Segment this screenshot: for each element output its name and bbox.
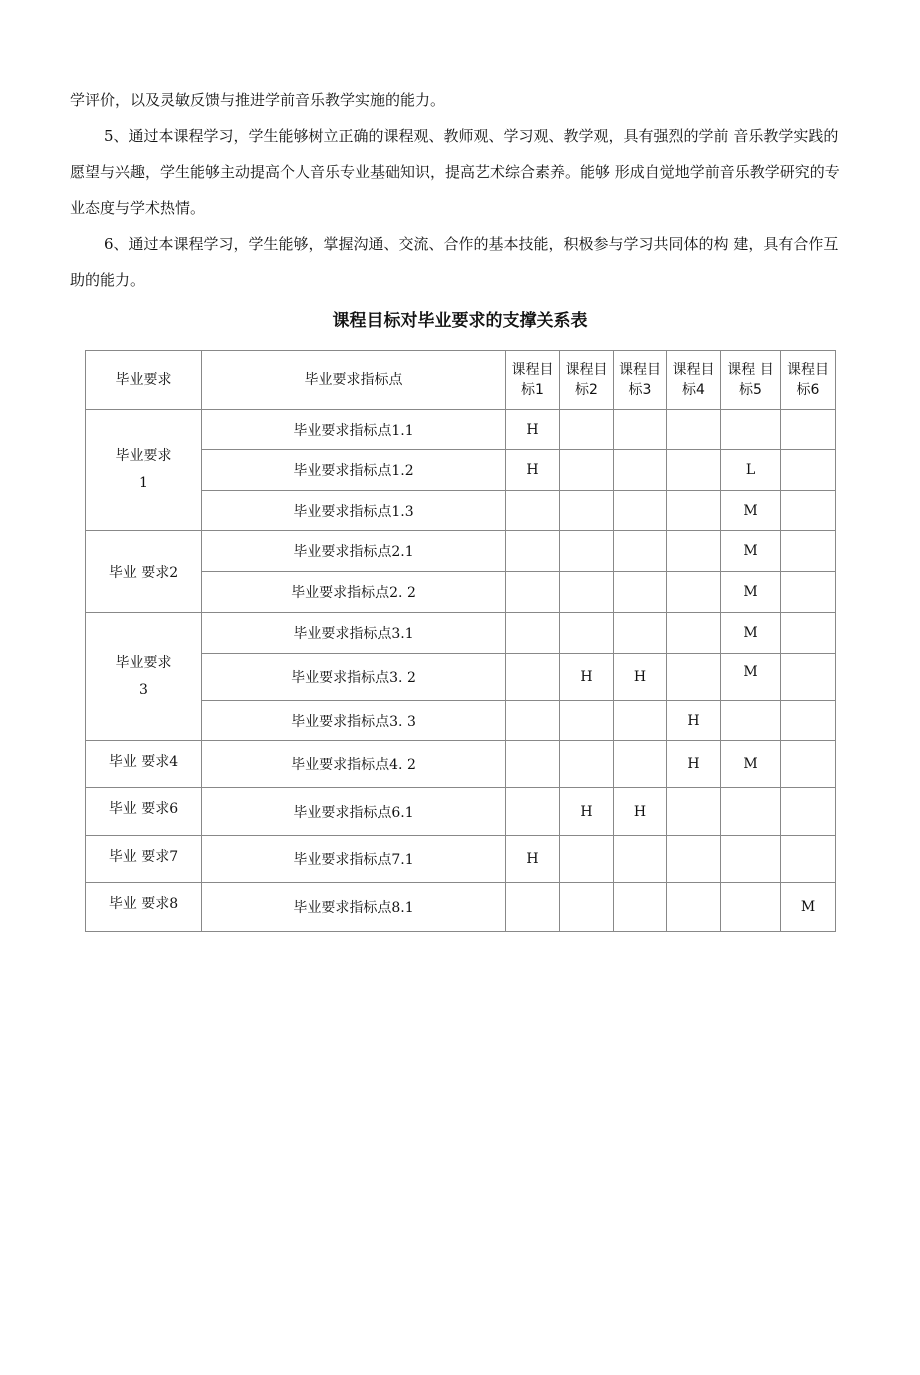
- indicator-cell: 毕业要求指标点4. 2: [202, 741, 506, 788]
- mark-cell: [781, 836, 836, 883]
- mark-cell: [667, 613, 721, 654]
- mark-cell: [667, 836, 721, 883]
- table-row: [86, 883, 836, 932]
- indicator-cell: 毕业要求指标点3. 3: [202, 701, 506, 741]
- mark-cell: [667, 654, 721, 701]
- indicator-cell: 毕业要求指标点6.1: [202, 788, 506, 836]
- mark-cell: [781, 613, 836, 654]
- mark-cell: [721, 701, 781, 741]
- paragraph-goal-6: 6、通过本课程学习，学生能够，掌握沟通、交流、合作的基本技能，积极参与学习共同体的构 建，具有合作互助的能力。: [70, 235, 839, 289]
- mark-cell: [781, 450, 836, 491]
- mark-cell: [781, 491, 836, 531]
- paragraph-continuation: 学评价，以及灵敏反馈与推进学前音乐教学实施的能力。: [70, 91, 446, 109]
- mark-cell: [506, 654, 560, 701]
- mark-cell: [560, 531, 614, 572]
- indicator-cell: 毕业要求指标点2. 2: [202, 572, 506, 613]
- mark-cell: [614, 531, 667, 572]
- indicator-cell: 毕业要求指标点1.2: [202, 450, 506, 491]
- mark-cell: M: [721, 654, 781, 701]
- mark-cell: [506, 788, 560, 836]
- indicator-cell: 毕业要求指标点2.1: [202, 531, 506, 572]
- mark-cell: M: [721, 613, 781, 654]
- mark-cell: M: [781, 883, 836, 932]
- mark-cell: [667, 531, 721, 572]
- mark-cell: [506, 613, 560, 654]
- requirement-group-7: 毕业 要求7: [86, 836, 202, 883]
- table-row: [86, 788, 836, 836]
- requirement-group-6: 毕业 要求6: [86, 788, 202, 836]
- mark-cell: [560, 410, 614, 450]
- mark-cell: M: [721, 491, 781, 531]
- mark-cell: [667, 883, 721, 932]
- mark-cell: [506, 572, 560, 613]
- mark-cell: [560, 741, 614, 788]
- mark-cell: [614, 883, 667, 932]
- mark-cell: [667, 410, 721, 450]
- header-goal-3: 课程目标3: [614, 351, 667, 410]
- requirement-group-8: 毕业 要求8: [86, 883, 202, 932]
- header-requirement: 毕业要求: [86, 351, 202, 410]
- mark-cell: [781, 741, 836, 788]
- mark-cell: H: [560, 654, 614, 701]
- mark-cell: [781, 410, 836, 450]
- mark-cell: M: [721, 741, 781, 788]
- mark-cell: M: [721, 572, 781, 613]
- mark-cell: [781, 788, 836, 836]
- mark-cell: [506, 491, 560, 531]
- header-indicator: 毕业要求指标点: [202, 351, 506, 410]
- indicator-cell: 毕业要求指标点3.1: [202, 613, 506, 654]
- mark-cell: H: [614, 654, 667, 701]
- support-relation-table: [85, 350, 836, 932]
- mark-cell: [721, 410, 781, 450]
- requirement-group-2: 毕业 要求2: [86, 531, 202, 613]
- mark-cell: H: [614, 788, 667, 836]
- mark-cell: H: [506, 410, 560, 450]
- mark-cell: [721, 836, 781, 883]
- header-goal-6: 课程目标6: [781, 351, 836, 410]
- mark-cell: [506, 883, 560, 932]
- mark-cell: [667, 788, 721, 836]
- table-row: [86, 836, 836, 883]
- header-goal-4: 课程目标4: [667, 351, 721, 410]
- header-goal-2: 课程目标2: [560, 351, 614, 410]
- requirement-group-1: 毕业要求1: [86, 410, 202, 531]
- mark-cell: [560, 701, 614, 741]
- mark-cell: [781, 531, 836, 572]
- mark-cell: H: [506, 836, 560, 883]
- paragraph-goal-5: 5、通过本课程学习，学生能够树立正确的课程观、教师观、学习观、教学观，具有强烈的学前 音乐教学实践的愿望与兴趣，学生能够主动提高个人音乐专业基础知识，提高艺术综合素养。能够 形成自觉地学前音乐教学研究的专业态度与学术热情。: [70, 127, 840, 217]
- requirement-group-4: 毕业 要求4: [86, 741, 202, 788]
- mark-cell: [614, 613, 667, 654]
- mark-cell: [781, 654, 836, 701]
- mark-cell: M: [721, 531, 781, 572]
- mark-cell: [667, 491, 721, 531]
- mark-cell: [667, 572, 721, 613]
- indicator-cell: 毕业要求指标点1.3: [202, 491, 506, 531]
- mark-cell: [560, 450, 614, 491]
- indicator-cell: 毕业要求指标点7.1: [202, 836, 506, 883]
- mark-cell: [721, 883, 781, 932]
- mark-cell: [781, 572, 836, 613]
- requirement-group-3: 毕业要求3: [86, 613, 202, 741]
- mark-cell: [614, 741, 667, 788]
- mark-cell: [560, 613, 614, 654]
- mark-cell: [614, 410, 667, 450]
- header-goal-5: 课程 目标5: [721, 351, 781, 410]
- table-header-row: [86, 351, 836, 410]
- table-row: [86, 531, 836, 572]
- mark-cell: [614, 701, 667, 741]
- mark-cell: [506, 531, 560, 572]
- mark-cell: [614, 450, 667, 491]
- mark-cell: L: [721, 450, 781, 491]
- table-row: [86, 410, 836, 450]
- mark-cell: [721, 788, 781, 836]
- mark-cell: [781, 701, 836, 741]
- mark-cell: [614, 491, 667, 531]
- mark-cell: [560, 836, 614, 883]
- table-title: 课程目标对毕业要求的支撑关系表: [332, 311, 588, 331]
- mark-cell: [560, 883, 614, 932]
- indicator-cell: 毕业要求指标点3. 2: [202, 654, 506, 701]
- mark-cell: [614, 572, 667, 613]
- mark-cell: [506, 701, 560, 741]
- mark-cell: [614, 836, 667, 883]
- table-row: [86, 741, 836, 788]
- header-goal-1: 课程目标1: [506, 351, 560, 410]
- mark-cell: [667, 450, 721, 491]
- mark-cell: H: [506, 450, 560, 491]
- indicator-cell: 毕业要求指标点8.1: [202, 883, 506, 932]
- indicator-cell: 毕业要求指标点1.1: [202, 410, 506, 450]
- mark-cell: H: [560, 788, 614, 836]
- mark-cell: [560, 572, 614, 613]
- mark-cell: [506, 741, 560, 788]
- mark-cell: [560, 491, 614, 531]
- mark-cell: H: [667, 741, 721, 788]
- mark-cell: H: [667, 701, 721, 741]
- table-row: [86, 613, 836, 654]
